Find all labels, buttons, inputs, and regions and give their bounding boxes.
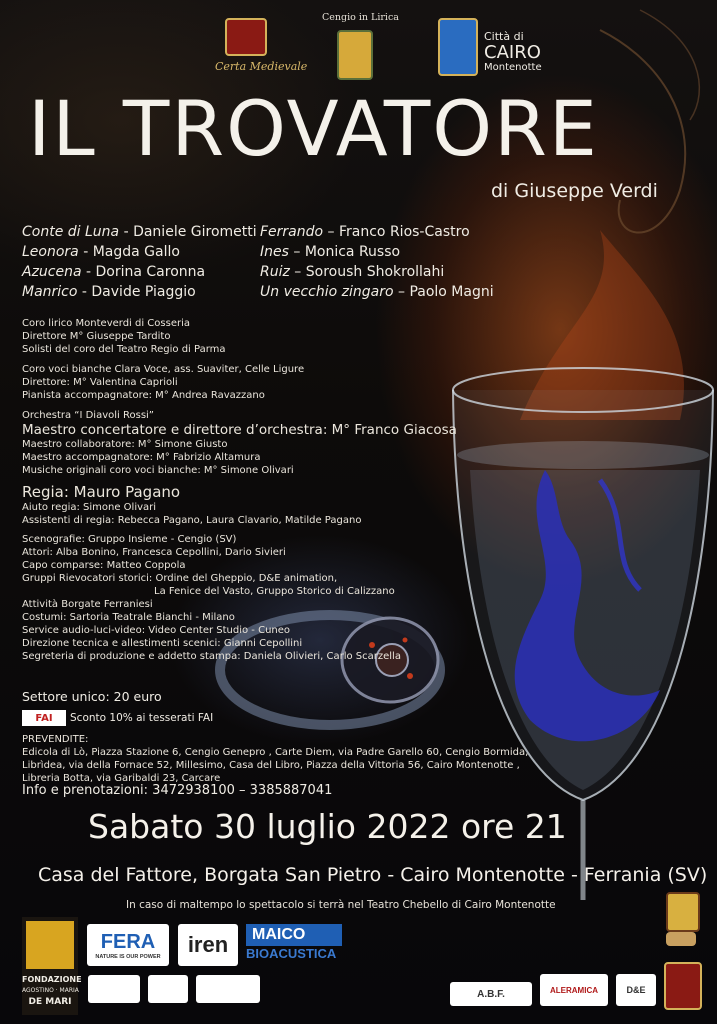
credit-line: Maestro accompagnatore: M° Fabrizio Altamura — [22, 452, 261, 463]
cast-role: Manrico — [22, 284, 78, 300]
fondazione-mark — [26, 921, 74, 969]
credit-line: Service audio-luci-video: Video Center Studio - Cuneo — [22, 625, 291, 636]
credit-line: Solisti del coro del Teatro Regio di Parma — [22, 344, 226, 355]
credit-line-director: Regia: Mauro Pagano — [22, 483, 181, 501]
credit-line: Orchestra “I Diavoli Rossi” — [22, 410, 154, 421]
abf-logo: A.B.F. — [450, 982, 532, 1006]
credit-line: Direttore: M° Valentina Caprioli — [22, 377, 178, 388]
cast-name: - Daniele Girometti — [119, 224, 257, 240]
credit-line: Scenografie: Gruppo Insieme - Cengio (SV) — [22, 534, 237, 545]
page-subtitle: di Giuseppe Verdi — [491, 180, 658, 202]
cast-item — [22, 242, 257, 262]
iren-logo: iren — [178, 924, 238, 966]
cast-item — [22, 282, 257, 302]
cairo-line2: CAIRO — [484, 42, 541, 63]
presale-line: Libreria Botta, via Garibaldi 23, Carcare — [22, 773, 221, 784]
credit-line: Capo comparse: Matteo Coppola — [22, 560, 186, 571]
credit-line: Assistenti di regia: Rebecca Pagano, Laura Clavario, Matilde Pagano — [22, 515, 362, 526]
event-date: Sabato 30 luglio 2022 ore 21 — [88, 807, 567, 846]
cengio-label: Cengio in Lirica — [322, 12, 399, 23]
maico-text: MAICO — [246, 924, 342, 946]
cairo-crest — [438, 18, 478, 76]
cast-name: – Paolo Magni — [393, 284, 494, 300]
cast-left — [22, 222, 257, 302]
presale-line: Edicola di Lò, Piazza Stazione 6, Cengio Genepro , Carte Diem, via Padre Garello 60, Cengio Bormida, — [22, 747, 529, 758]
crest-bottom — [664, 962, 702, 1010]
cast-right — [260, 222, 494, 302]
credit-line-conductor: Maestro concertatore e direttore d’orchestra: M° Franco Giacosa — [22, 422, 457, 438]
cast-role: Conte di Luna — [22, 224, 120, 240]
fai-logo: FAI — [22, 710, 66, 726]
cast-role: Ruiz — [260, 264, 290, 280]
credit-line: Coro voci bianche Clara Voce, ass. Suaviter, Celle Ligure — [22, 364, 305, 375]
dae-logo: D&E — [616, 974, 656, 1006]
fondazione-text: DE MARI — [28, 997, 72, 1007]
cast-role: Ines — [260, 244, 289, 260]
fera-text: FERA — [100, 930, 156, 953]
cast-name: – Franco Rios-Castro — [323, 224, 470, 240]
aleramica-logo: ALERAMICA — [540, 974, 608, 1006]
cast-item — [260, 242, 494, 262]
credit-line: Maestro collaboratore: M° Simone Giusto — [22, 439, 228, 450]
certa-medievale-crest — [225, 18, 267, 56]
credit-line: Coro lirico Monteverdi di Cosseria — [22, 318, 190, 329]
cast-item — [22, 222, 257, 242]
certa-medievale-logo: Certa Medievale — [215, 60, 308, 73]
info-line: Info e prenotazioni: 3472938100 – 3385887041 — [22, 783, 333, 798]
fondazione-logo — [22, 917, 82, 1015]
cast-role: Un vecchio zingaro — [260, 284, 394, 300]
credit-line: Direttore M° Giuseppe Tardito — [22, 331, 171, 342]
sponsor-logo-small — [148, 975, 188, 1003]
cast-name: – Monica Russo — [288, 244, 401, 260]
credits-block — [22, 317, 457, 663]
cast-role: Leonora — [22, 244, 79, 260]
fondazione-text: AGOSTINO · MARIA — [22, 987, 79, 994]
cast-role: Ferrando — [260, 224, 324, 240]
event-venue: Casa del Fattore, Borgata San Pietro - Cairo Montenotte - Ferrania (SV) — [38, 864, 708, 886]
cast-item — [22, 262, 257, 282]
credit-line: Segreteria di produzione e addetto stampa: Daniela Olivieri, Carlo Scarzella — [22, 651, 401, 662]
credit-line: Direzione tecnica e allestimenti scenici: Gianni Cepollini — [22, 638, 303, 649]
cast-name: – Soroush Shokrollahi — [289, 264, 445, 280]
cairo-line3: Montenotte — [484, 62, 542, 73]
cast-item — [260, 222, 494, 242]
credit-line: La Fenice del Vasto, Gruppo Storico di Calizzano — [154, 586, 395, 597]
fera-logo — [87, 924, 169, 966]
cast-name: - Davide Piaggio — [77, 284, 196, 300]
maico-subtext: BIOACUSTICA — [246, 946, 337, 961]
cast-item — [260, 282, 494, 302]
ticket-price: Settore unico: 20 euro — [22, 689, 162, 704]
crest-right-banner — [666, 932, 696, 946]
page-title: IL TROVATORE — [28, 84, 599, 173]
credit-line: Gruppi Rievocatori storici: Ordine del Gheppio, D&E animation, — [22, 573, 338, 584]
crest-right-top — [666, 892, 700, 932]
presale-line: Librìdea, via della Fornace 52, Millesimo, Casa del Libro, Piazza della Vittoria 56, Cairo Montenotte , — [22, 760, 520, 771]
credit-line: Attività Borgate Ferraniesi — [22, 599, 153, 610]
cast-item — [260, 262, 494, 282]
cast-name: - Magda Gallo — [78, 244, 180, 260]
bad-weather-note: In caso di maltempo lo spettacolo si terrà nel Teatro Chebello di Cairo Montenotte — [126, 899, 556, 911]
presale-label: PREVENDITE: — [22, 734, 89, 745]
cairo-line1: Città di — [484, 30, 524, 43]
maico-logo — [246, 924, 342, 966]
sponsor-logo-small — [88, 975, 140, 1003]
credit-line: Attori: Alba Bonino, Francesca Cepollini, Dario Sivieri — [22, 547, 286, 558]
cast-name: - Dorina Caronna — [81, 264, 206, 280]
fondazione-text: FONDAZIONE — [22, 975, 82, 984]
fai-discount: Sconto 10% ai tesserati FAI — [70, 712, 214, 724]
swirl-ornament — [600, 30, 685, 233]
cengio-crest — [337, 30, 373, 80]
credit-line: Costumi: Sartoria Teatrale Bianchi - Milano — [22, 612, 235, 623]
cast-role: Azucena — [22, 264, 82, 280]
credit-line: Pianista accompagnatore: M° Andrea Ravazzano — [22, 390, 265, 401]
sponsor-logo-small — [196, 975, 260, 1003]
credit-line: Musiche originali coro voci bianche: M° Simone Olivari — [22, 465, 294, 476]
credit-line: Aiuto regia: Simone Olivari — [22, 502, 157, 513]
fera-tagline: NATURE IS OUR POWER — [95, 953, 161, 960]
presale-block — [22, 733, 528, 785]
